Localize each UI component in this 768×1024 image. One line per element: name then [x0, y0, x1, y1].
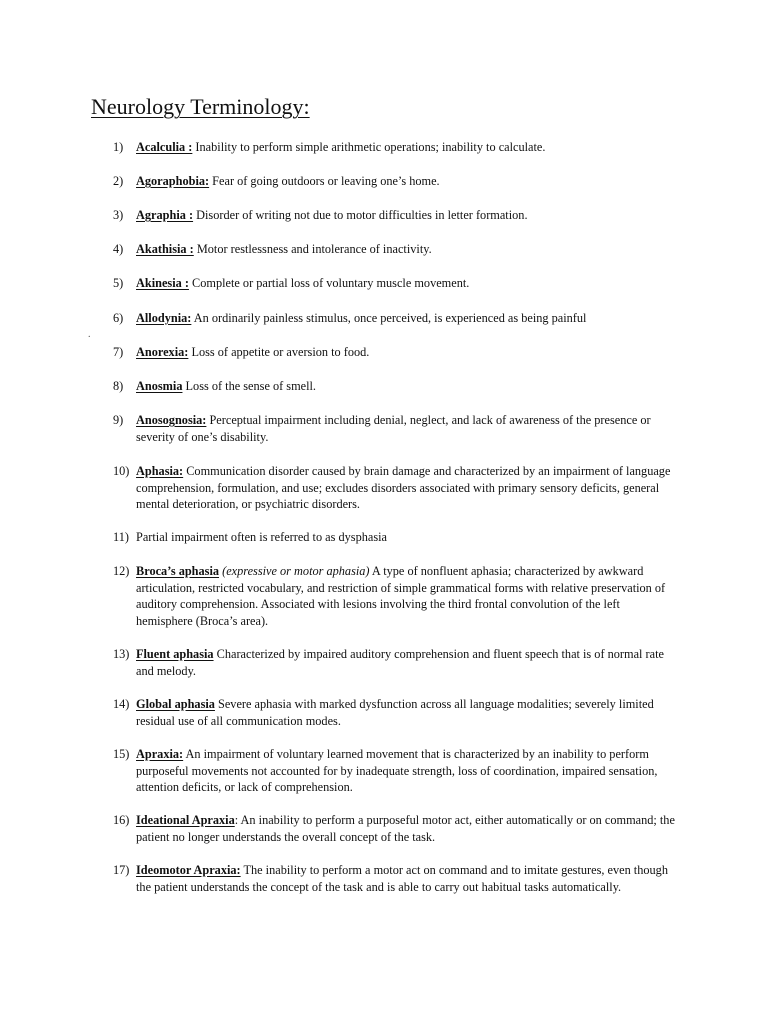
- entry-content: [136, 378, 678, 395]
- term-qualifier: (expressive or motor aphasia): [219, 564, 370, 578]
- term-name: Ideational Apraxia: [136, 813, 235, 827]
- term-name: Apraxia:: [136, 747, 184, 761]
- term-entry: [113, 463, 678, 513]
- term-definition: An ordinarily painless stimulus, once perceived, is experienced as being painful: [191, 311, 587, 325]
- term-name: Anosmia: [136, 379, 183, 393]
- term-definition: Complete or partial loss of voluntary muscle movement.: [188, 276, 470, 290]
- term-definition: Perceptual impairment including denial, neglect, and lack of awareness of the presence or severity of one’s disability.: [136, 413, 651, 444]
- term-name: Akathisia :: [136, 242, 194, 256]
- term-entry: [113, 529, 678, 546]
- entry-content: [136, 862, 678, 895]
- term-entry: [113, 207, 678, 224]
- entry-number: 12): [113, 564, 130, 578]
- entry-number: 4): [113, 242, 124, 256]
- term-definition: : An inability to perform a purposeful motor act, either automatically or on command; the patient no longer understands the overall concept of the task.: [136, 813, 675, 844]
- term-definition: Partial impairment often is referred to as dysphasia: [136, 530, 387, 544]
- term-name: Anorexia:: [136, 345, 189, 359]
- term-name: Global aphasia: [136, 697, 215, 711]
- term-name: Agoraphobia:: [136, 174, 210, 188]
- entry-number: 6): [113, 311, 124, 325]
- term-name: Aphasia:: [136, 464, 184, 478]
- term-entry: [113, 563, 678, 629]
- entry-number: 11): [113, 530, 129, 544]
- entry-content: [136, 275, 678, 292]
- term-entry: [113, 812, 678, 845]
- term-name: Ideomotor Apraxia:: [136, 863, 241, 877]
- entry-number: 13): [113, 647, 130, 661]
- entry-number: 5): [113, 276, 124, 290]
- entry-number: 3): [113, 208, 124, 222]
- term-entry: [113, 378, 678, 395]
- term-definition: Motor restlessness and intolerance of inactivity.: [193, 242, 432, 256]
- entry-content: [136, 529, 678, 546]
- entry-number: 16): [113, 813, 130, 827]
- term-name: Broca’s aphasia: [136, 564, 220, 578]
- entry-number: 8): [113, 379, 124, 393]
- entry-number: 17): [113, 863, 130, 877]
- term-definition: Disorder of writing not due to motor difficulties in letter formation.: [193, 208, 528, 222]
- entry-content: [136, 310, 678, 327]
- term-definition: Loss of appetite or aversion to food.: [188, 345, 370, 359]
- term-definition: Severe aphasia with marked dysfunction across all language modalities; severely limited residual use of all communication modes.: [136, 697, 654, 728]
- term-definition: Loss of the sense of smell.: [182, 379, 317, 393]
- term-entry: [113, 173, 678, 190]
- term-entry: [113, 344, 678, 361]
- term-name: Allodynia:: [136, 311, 192, 325]
- entry-number: 9): [113, 413, 124, 427]
- term-entry: [113, 862, 678, 895]
- entry-content: [136, 746, 678, 796]
- term-definition: A type of nonfluent aphasia; characterized by awkward articulation, restricted vocabulary, and restriction of simple grammatical forms with relative preservation of auditory comprehension. Associated with lesions involving the third frontal convolution of the left hemisphere (Broca’s area).: [136, 564, 666, 628]
- entry-content: [136, 696, 678, 729]
- stray-mark: .: [88, 329, 91, 340]
- entry-content: [136, 463, 678, 513]
- entry-number: 10): [113, 464, 130, 478]
- term-entry: [113, 310, 678, 327]
- entry-number: 1): [113, 140, 124, 154]
- entry-content: [136, 563, 678, 629]
- term-entry: [113, 241, 678, 258]
- entry-number: 2): [113, 174, 124, 188]
- term-name: Anosognosia:: [136, 413, 207, 427]
- entry-content: [136, 344, 678, 361]
- entry-content: [136, 646, 678, 679]
- entry-content: [136, 207, 678, 224]
- term-name: Acalculia :: [136, 140, 193, 154]
- term-name: Fluent aphasia: [136, 647, 214, 661]
- term-entry: [113, 646, 678, 679]
- term-definition: Characterized by impaired auditory comprehension and fluent speech that is of normal rate and melody.: [136, 647, 664, 678]
- entry-content: [136, 139, 678, 156]
- entry-number: 15): [113, 747, 130, 761]
- term-entry: [113, 696, 678, 729]
- entry-content: [136, 412, 678, 445]
- term-definition: Communication disorder caused by brain damage and characterized by an impairment of language comprehension, formulation, and use; excludes disorders associated with primary sensory deficits, general mental deterioration, or psychiatric disorders.: [136, 464, 671, 512]
- term-entry: [113, 412, 678, 445]
- term-entry: [113, 139, 678, 156]
- entry-content: [136, 812, 678, 845]
- term-definition: Fear of going outdoors or leaving one’s home.: [209, 174, 440, 188]
- term-definition: An impairment of voluntary learned movement that is characterized by an inability to perform purposeful movements not accounted for by inadequate strength, loss of coordination, impaired sensation, attention deficits, or lack of comprehension.: [136, 747, 658, 795]
- term-definition: Inability to perform simple arithmetic operations; inability to calculate.: [192, 140, 546, 154]
- entry-number: 14): [113, 697, 130, 711]
- term-entry: [113, 746, 678, 796]
- term-definition: The inability to perform a motor act on command and to imitate gestures, even though the patient understands the concept of the task and is able to carry out habitual tasks automatically.: [136, 863, 668, 894]
- term-name: Akinesia :: [136, 276, 189, 290]
- term-entry: [113, 275, 678, 292]
- entry-content: [136, 241, 678, 258]
- entry-content: [136, 173, 678, 190]
- entry-number: 7): [113, 345, 124, 359]
- term-name: Agraphia :: [136, 208, 194, 222]
- page-title: Neurology Terminology:: [91, 94, 310, 119]
